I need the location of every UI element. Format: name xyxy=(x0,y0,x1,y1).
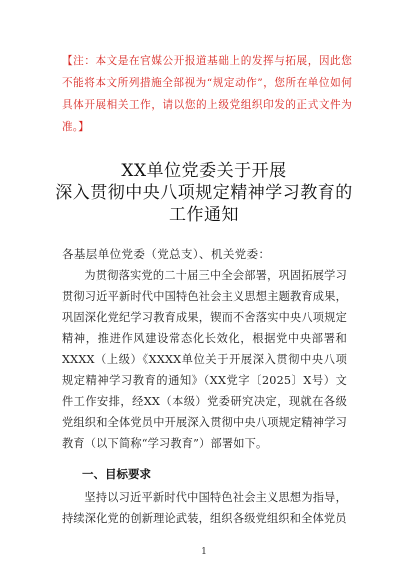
section-heading-goals: 一、目标要求 xyxy=(82,467,151,481)
document-title-line-2: 深入贯彻中央八项规定精神学习教育的 xyxy=(55,183,353,203)
document-title-line-1: XX单位党委关于开展 xyxy=(121,161,287,181)
page-number: 1 xyxy=(201,547,207,557)
body-paragraph-1: 为贯彻落实党的二十届三中全会部署，巩固拓展学习贯彻习近平新时代中国特色社会主义思想主题教育成果，巩固深化党纪学习教育成果，锲而不舍落实中央八项规定精神，推进作风建设常态化长效化，根据党中央部署和XXXX（上级）《XXXX单位关于开展深入贯彻中央八项规定精神学习教育的通知》（XX党字〔2025〕X号）文件工作安排，经XX（本级）党委研究决定，现就在各级党组织和全体党员中开展深入贯彻中央八项规定精神学习教育（以下简称“学习教育”）部署如下。 xyxy=(62,269,347,450)
disclaimer-note: 【注：本文是在官媒公开报道基础上的发挥与拓展，因此您不能将本文所列措施全部视为“规定动作”，您所在单位如何具体开展相关工作，请以您的上级党组织印发的正式文件为准。】 xyxy=(62,55,352,133)
salutation: 各基层单位党委（党总支）、机关党委： xyxy=(62,247,271,261)
body-paragraph-2: 坚持以习近平新时代中国特色社会主义思想为指导，持续深化党的创新理论武装，组织各级党组织和全体党员 xyxy=(62,491,347,525)
document-title-line-3: 工作通知 xyxy=(169,205,239,225)
